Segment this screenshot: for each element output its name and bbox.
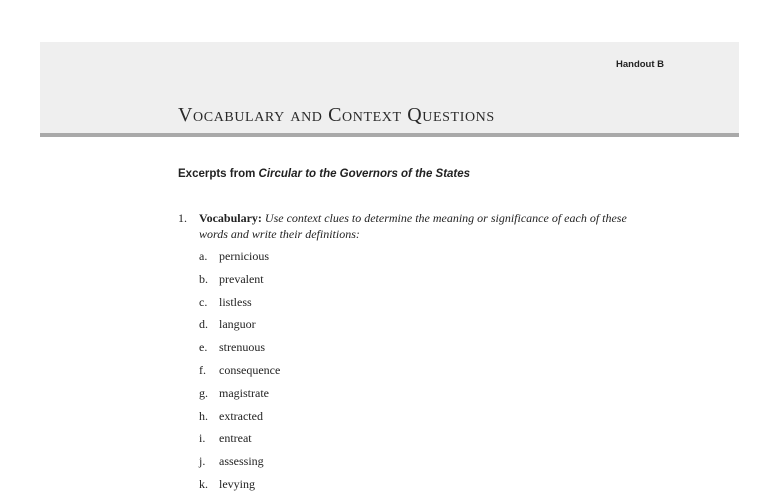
list-item [199, 363, 280, 386]
list-item [199, 249, 280, 272]
question-number: 1. [178, 211, 187, 225]
question-label: Vocabulary: [199, 211, 262, 225]
excerpt-prefix: Excerpts from [178, 168, 259, 180]
item-letter: c. [199, 294, 208, 309]
question-body [199, 210, 648, 242]
list-item [199, 386, 280, 409]
page-title: Vocabulary and Context Questions [178, 104, 495, 126]
list-item [199, 454, 280, 477]
item-letter: d. [199, 317, 208, 332]
list-item [199, 477, 280, 500]
item-letter: j. [199, 454, 206, 469]
list-item [199, 295, 280, 318]
item-word: prevalent [219, 271, 264, 286]
item-word: assessing [219, 454, 264, 469]
item-word: magistrate [219, 385, 269, 400]
item-letter: a. [199, 249, 208, 263]
item-letter: i. [199, 431, 206, 446]
item-word: listless [219, 294, 252, 309]
item-letter: k. [199, 476, 208, 491]
question-text: Use context clues to determine the meaning or significance of each of these words and write their definitions: [199, 211, 627, 241]
item-word: pernicious [219, 249, 269, 263]
item-letter: g. [199, 385, 208, 400]
item-word: languor [219, 317, 256, 332]
item-letter: b. [199, 271, 208, 286]
item-word: entreat [219, 431, 252, 446]
list-item [199, 340, 280, 363]
header-rule [40, 133, 739, 137]
list-item [199, 317, 280, 340]
handout-label: Handout B [616, 59, 665, 70]
item-word: consequence [219, 362, 281, 377]
vocabulary-list [199, 249, 280, 500]
list-item [199, 409, 280, 432]
item-letter: h. [199, 408, 208, 423]
item-word: extracted [219, 408, 263, 423]
list-item [199, 272, 280, 295]
list-item [199, 431, 280, 454]
item-word: strenuous [219, 340, 265, 355]
question [178, 210, 648, 242]
item-word: levying [219, 476, 255, 491]
excerpt-source: Circular to the Governors of the States [258, 168, 471, 180]
excerpt-heading [178, 168, 470, 180]
item-letter: e. [199, 340, 208, 355]
item-letter: f. [199, 362, 206, 377]
